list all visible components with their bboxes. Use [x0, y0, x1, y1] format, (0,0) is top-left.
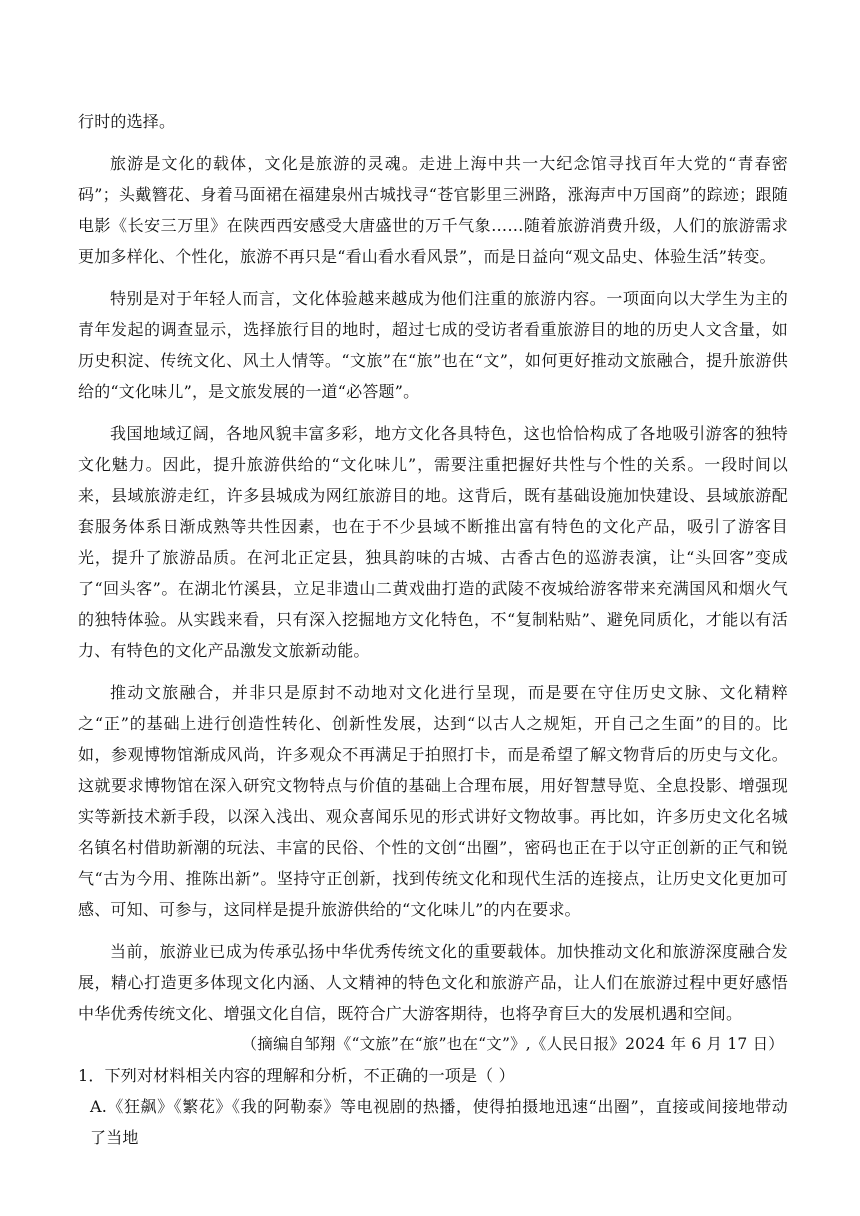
answer-option-a: A.《狂飙》《繁花》《我的阿勒泰》等电视剧的热播，使得拍摄地迅速“出圈”，直接或间接地带动了当地 — [90, 1097, 788, 1147]
question-stem: 1．下列对材料相关内容的理解和分析，不正确的一项是（ ） — [78, 1066, 515, 1085]
paragraph: 推动文旅融合，并非只是原封不动地对文化进行呈现，而是要在守住历史文脉、文化精粹之“正”的基础上进行创造性转化、创新性发展，达到“以古人之规矩，开自己之生面”的目的。比如，参观博物馆渐成风尚，许多观众不再满足于拍照打卡，而是希望了解文物背后的历史与文化。这就要求博物馆在深入研究文物特点与价值的基础上合理布展，用好智慧导览、全息投影、增强现实等新技术新手段，以深入浅出、观众喜闻乐见的形式讲好文物故事。再比如，许多历史文化名城名镇名村借助新潮的玩法、丰富的民俗、个性的文创“出圈”，密码也正在于以守正创新的正气和锐气“古为今用、推陈出新”。坚持守正创新，找到传统文化和现代生活的连接点，让历史文化更加可感、可知、可参与，这同样是提升旅游供给的“文化味儿”的内在要求。 — [78, 683, 788, 919]
paragraph: 我国地域辽阔，各地风貌丰富多彩，地方文化各具特色，这也恰恰构成了各地吸引游客的独特文化魅力。因此，提升旅游供给的“文化味儿”，需要注重把握好共性与个性的关系。一段时间以来，县域旅游走红，许多县城成为网红旅游目的地。这背后，既有基础设施加快建设、县域旅游配套服务体系日渐成熟等共性因素，也在于不少县域不断推出富有特色的文化产品，吸引了游客目光，提升了旅游品质。在河北正定县，独具韵味的古城、古香古色的巡游表演，让“头回客”变成了“回头客”。在湖北竹溪县，立足非遗山二黄戏曲打造的武陵不夜城给游客带来充满国风和烟火气的独特体验。从实践来看，只有深入挖掘地方文化特色，不“复制粘贴”、避免同质化，才能以有活力、有特色的文化产品激发文旅新动能。 — [78, 424, 788, 660]
paragraph: 当前，旅游业已成为传承弘扬中华优秀传统文化的重要载体。加快推动文化和旅游深度融合发展，精心打造更多体现文化内涵、人文精神的特色文化和旅游产品，让人们在旅游过程中更好感悟中华优秀传统文化、增强文化自信，既符合广大游客期待，也将孕育巨大的发展机遇和空间。 — [78, 942, 788, 1023]
paragraph: 旅游是文化的载体，文化是旅游的灵魂。走进上海中共一大纪念馆寻找百年大党的“青春密码”；头戴簪花、身着马面裙在福建泉州古城找寻“苍官影里三洲路，涨海声中万国商”的踪迹；跟随电影《长安三万里》在陕西西安感受大唐盛世的万千气象……随着旅游消费升级，人们的旅游需求更加多样化、个性化，旅游不再只是“看山看水看风景”，而是日益向“观文品史、体验生活”转变。 — [78, 154, 788, 266]
paragraph: 特别是对于年轻人而言，文化体验越来越成为他们注重的旅游内容。一项面向以大学生为主的青年发起的调查显示，选择旅行目的地时，超过七成的受访者看重旅游目的地的历史人文含量，如历史积淀、传统文化、风土人情等。“文旅”在“旅”也在“文”，如何更好推动文旅融合，提升旅游供给的“文化味儿”，是文旅发展的一道“必答题”。 — [78, 289, 788, 401]
source-citation: （摘编自邹翔《“文旅”在“旅”也在“文”》,《人民日报》2024 年 6 月 17 日） — [241, 1035, 784, 1053]
paragraph-continuation: 行时的选择。 — [78, 112, 176, 131]
